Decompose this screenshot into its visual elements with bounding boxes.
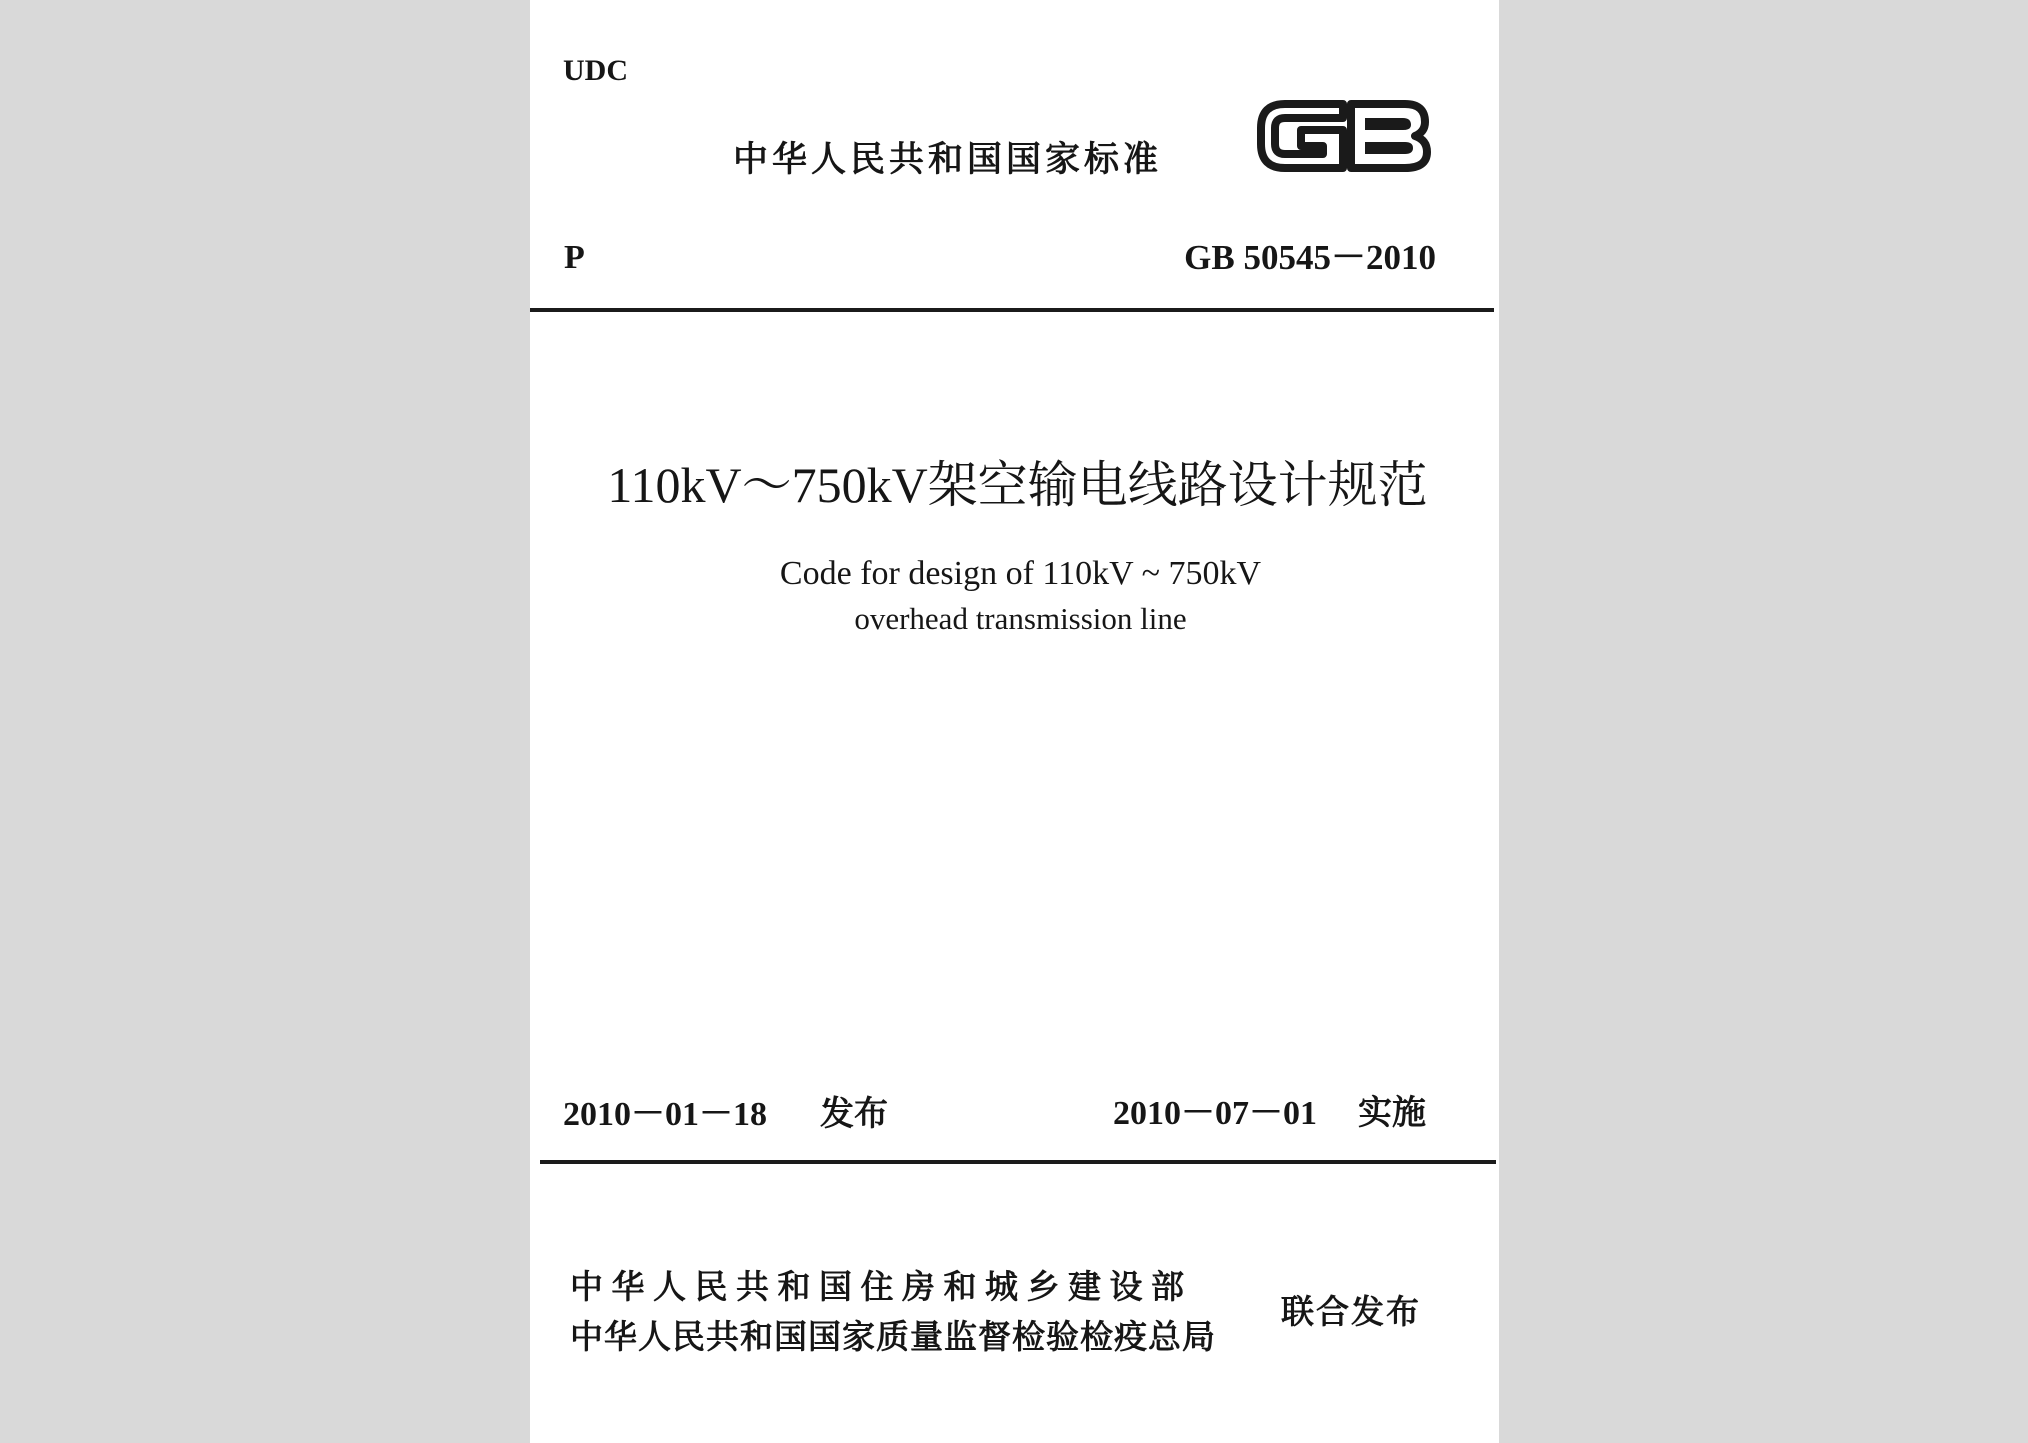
title-chinese: 110kV～750kV架空输电线路设计规范 xyxy=(607,457,1428,513)
publisher-ministry: 中华人民共和国住房和城乡建设部 xyxy=(570,1267,1193,1306)
national-standard-heading: 中华人民共和国国家标准 xyxy=(733,140,1163,180)
udc-label: UDC xyxy=(563,54,628,87)
gb-logo-icon xyxy=(1255,88,1432,182)
title-english-line-2: overhead transmission line xyxy=(854,601,1187,636)
implementation-date: 2010－07－01 xyxy=(1113,1095,1317,1132)
issue-label: 发布 xyxy=(820,1094,888,1134)
standard-cover-page xyxy=(530,0,1499,1443)
top-divider xyxy=(530,308,1494,312)
bottom-divider xyxy=(540,1160,1496,1164)
publisher-aqsiq: 中华人民共和国国家质量监督检验检疫总局 xyxy=(570,1317,1216,1356)
standard-number: GB 50545－2010 xyxy=(1184,238,1436,277)
implementation-label: 实施 xyxy=(1358,1093,1426,1133)
category-code: P xyxy=(564,239,585,276)
issue-date: 2010－01－18 xyxy=(563,1096,767,1133)
title-english-line-1: Code for design of 110kV ~ 750kV xyxy=(779,555,1262,592)
joint-release-label: 联合发布 xyxy=(1281,1292,1421,1331)
